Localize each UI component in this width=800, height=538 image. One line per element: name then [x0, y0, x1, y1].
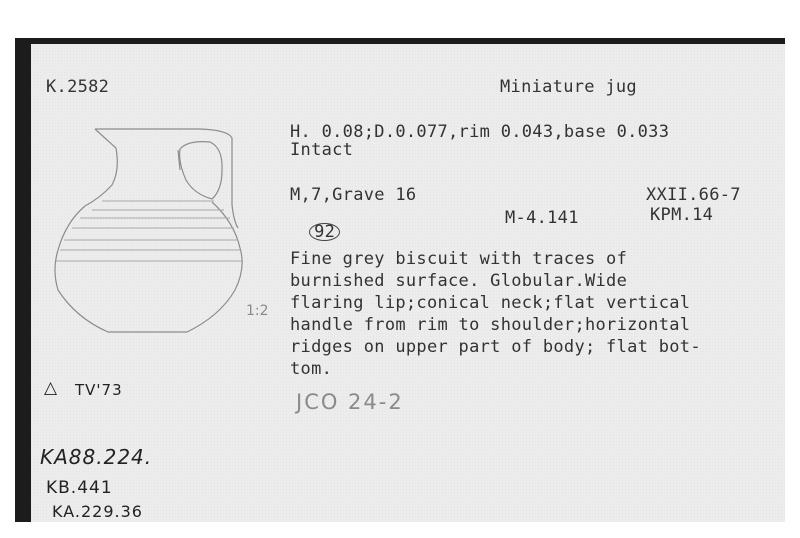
catalog-number: K.2582: [46, 77, 110, 97]
card-left-edge: [15, 38, 31, 522]
reference-1: XXII.66-7: [646, 185, 741, 205]
object-name: Miniature jug: [500, 77, 637, 97]
jug-drawing-icon: [40, 110, 280, 340]
reference-2: M-4.141: [505, 208, 579, 228]
description-line: handle from rim to shoulder;horizontal: [290, 315, 691, 335]
triangle-icon: △: [44, 378, 58, 398]
description-line: Fine grey biscuit with traces of: [290, 249, 628, 269]
reference-3: KPM.14: [650, 205, 714, 225]
handwritten-kb-number: KB.441: [46, 478, 113, 498]
description-line: ridges on upper part of body; flat bot-: [290, 337, 701, 357]
tv-note: TV'73: [75, 381, 123, 399]
card-top-edge: [15, 38, 785, 44]
dimensions: H. 0.08;D.0.077,rim 0.043,base 0.033: [290, 122, 670, 142]
description-line: tom.: [290, 359, 333, 379]
drawing-scale: 1:2: [246, 303, 269, 319]
handwritten-ka-number-1: KA88.224.: [40, 445, 153, 469]
description-line: flaring lip;conical neck;flat vertical: [290, 293, 691, 313]
circled-number: 92: [309, 223, 340, 241]
condition: Intact: [290, 140, 354, 160]
handwritten-ka-number-2: KA.229.36: [52, 502, 143, 521]
circled-number-wrap: [288, 205, 340, 241]
pencil-note: JCO 24-2: [296, 390, 404, 414]
description-line: burnished surface. Globular.Wide: [290, 271, 628, 291]
find-context: M,7,Grave 16: [290, 185, 417, 205]
